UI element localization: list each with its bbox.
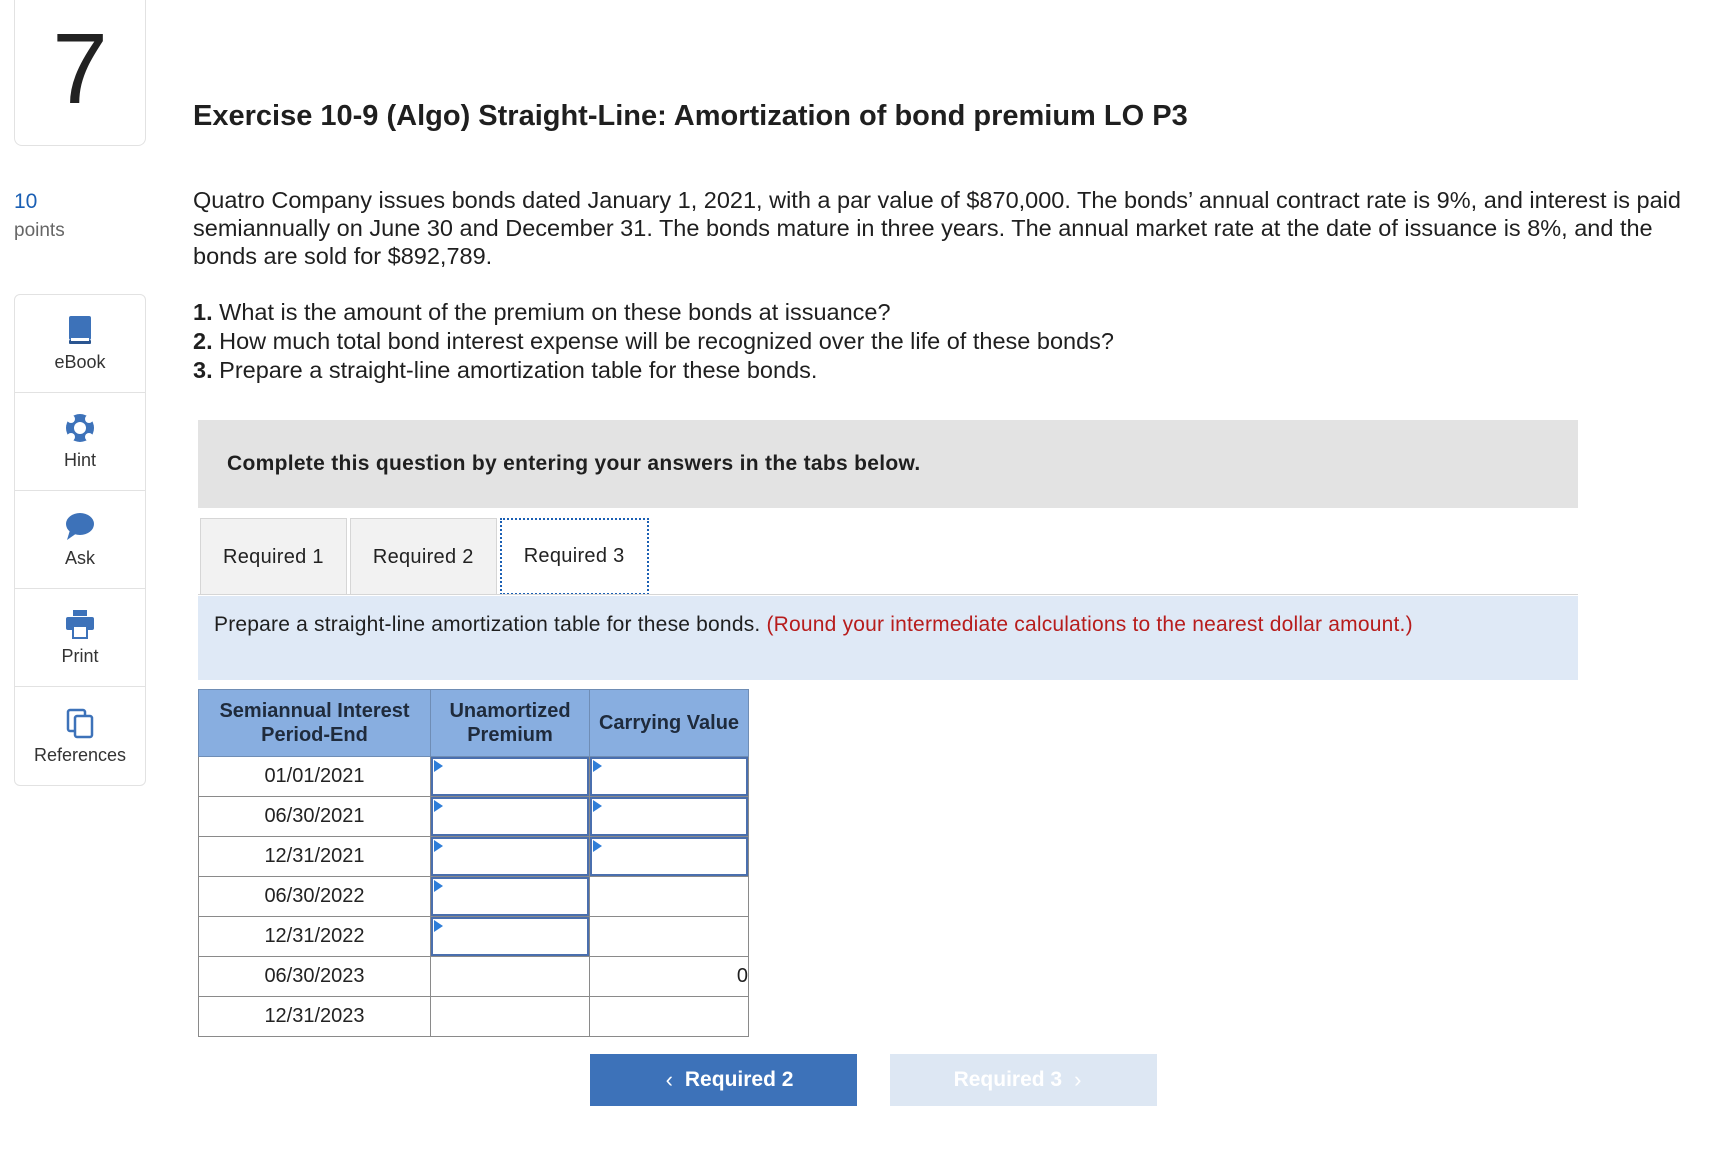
period-date: 06/30/2022: [199, 877, 431, 917]
table-row: [199, 757, 749, 797]
period-date: 06/30/2021: [199, 797, 431, 837]
ebook-label: eBook: [54, 352, 106, 372]
table-row: [199, 917, 749, 957]
carrying-value-input[interactable]: [590, 757, 748, 796]
copy-icon: [64, 707, 96, 739]
premium-input[interactable]: [431, 757, 589, 796]
chevron-left-icon: ‹: [665, 1067, 673, 1092]
ask-label: Ask: [64, 548, 95, 568]
table-row: [199, 797, 749, 837]
lifebuoy-icon: [64, 412, 96, 444]
header-period-end: Semiannual Interest Period-End: [199, 690, 431, 757]
table-row: [199, 837, 749, 877]
points-indicator: [14, 190, 65, 242]
previous-required-button[interactable]: [590, 1054, 857, 1106]
premium-input[interactable]: [431, 877, 589, 916]
table-row: [199, 997, 749, 1037]
premium-input[interactable]: [431, 797, 589, 836]
instruction-banner: [198, 420, 1578, 508]
instruction-text: Complete this question by entering your answers in the tabs below.: [227, 452, 921, 475]
carrying-value-input[interactable]: [590, 837, 748, 876]
speech-bubble-icon: [64, 510, 96, 542]
problem-intro: Quatro Company issues bonds dated January 1, 2021, with a par value of $870,000. The bonds’ annual contract rate is 9%, and interest is paid semiannually on June 30 and December 31. The bonds mature in three years. The annual market rate at the date of issuance is 8%, and the bonds are sold for $892,789.: [193, 187, 1681, 269]
question-number: 7: [52, 12, 108, 125]
references-button[interactable]: [15, 687, 145, 785]
tools-panel: [14, 294, 146, 786]
printer-icon: [64, 608, 96, 640]
premium-input[interactable]: [431, 837, 589, 876]
question-item: 2. How much total bond interest expense will be recognized over the life of these bonds?: [193, 328, 1114, 354]
book-icon: [64, 314, 96, 346]
tab-required-1[interactable]: Required 1: [200, 518, 347, 595]
premium-input[interactable]: [431, 917, 589, 956]
period-date: 12/31/2022: [199, 917, 431, 957]
question-list: [193, 298, 1114, 385]
question-item: 3. Prepare a straight-line amortization table for these bonds.: [193, 357, 818, 383]
previous-button-label: Required 2: [684, 1068, 794, 1091]
points-value: 10: [14, 190, 38, 213]
empty-cell: [590, 997, 749, 1037]
hint-label: Hint: [63, 450, 96, 470]
empty-cell: [431, 997, 590, 1037]
hint-button[interactable]: [15, 393, 145, 491]
question-number-box: [14, 0, 146, 146]
header-carrying-value: Carrying Value: [590, 690, 749, 757]
table-row: [199, 877, 749, 917]
points-label: points: [14, 220, 65, 241]
question-item: 1. What is the amount of the premium on these bonds at issuance?: [193, 299, 891, 325]
period-date: 01/01/2021: [199, 757, 431, 797]
chevron-right-icon: ›: [1074, 1067, 1082, 1092]
empty-cell: [590, 877, 749, 917]
period-date: 06/30/2023: [199, 957, 431, 997]
prompt-rounding-note: (Round your intermediate calculations to the nearest dollar amount.): [766, 613, 1413, 636]
prompt-text: Prepare a straight-line amortization table for these bonds.: [214, 613, 761, 636]
carrying-value-fixed: 0: [590, 957, 749, 997]
period-date: 12/31/2021: [199, 837, 431, 877]
tab-required-2[interactable]: Required 2: [350, 518, 497, 595]
empty-cell: [590, 917, 749, 957]
ask-button[interactable]: [15, 491, 145, 589]
next-button-label: Required 3: [953, 1068, 1063, 1091]
next-required-button[interactable]: [890, 1054, 1157, 1106]
amortization-table: [198, 689, 749, 1037]
header-unamortized-premium: Unamortized Premium: [431, 690, 590, 757]
table-row: [199, 957, 749, 997]
references-label: References: [33, 744, 127, 765]
tab-prompt: [198, 596, 1578, 680]
ebook-button[interactable]: [15, 295, 145, 393]
period-date: 12/31/2023: [199, 997, 431, 1037]
empty-cell: [431, 957, 590, 997]
required-tabs: [200, 518, 652, 595]
exercise-title: Exercise 10-9 (Algo) Straight-Line: Amortization of bond premium LO P3: [193, 100, 1188, 132]
print-button[interactable]: [15, 589, 145, 687]
tab-required-3[interactable]: Required 3: [500, 518, 649, 595]
carrying-value-input[interactable]: [590, 797, 748, 836]
tabs-divider: [198, 594, 1578, 595]
print-label: Print: [61, 646, 99, 666]
